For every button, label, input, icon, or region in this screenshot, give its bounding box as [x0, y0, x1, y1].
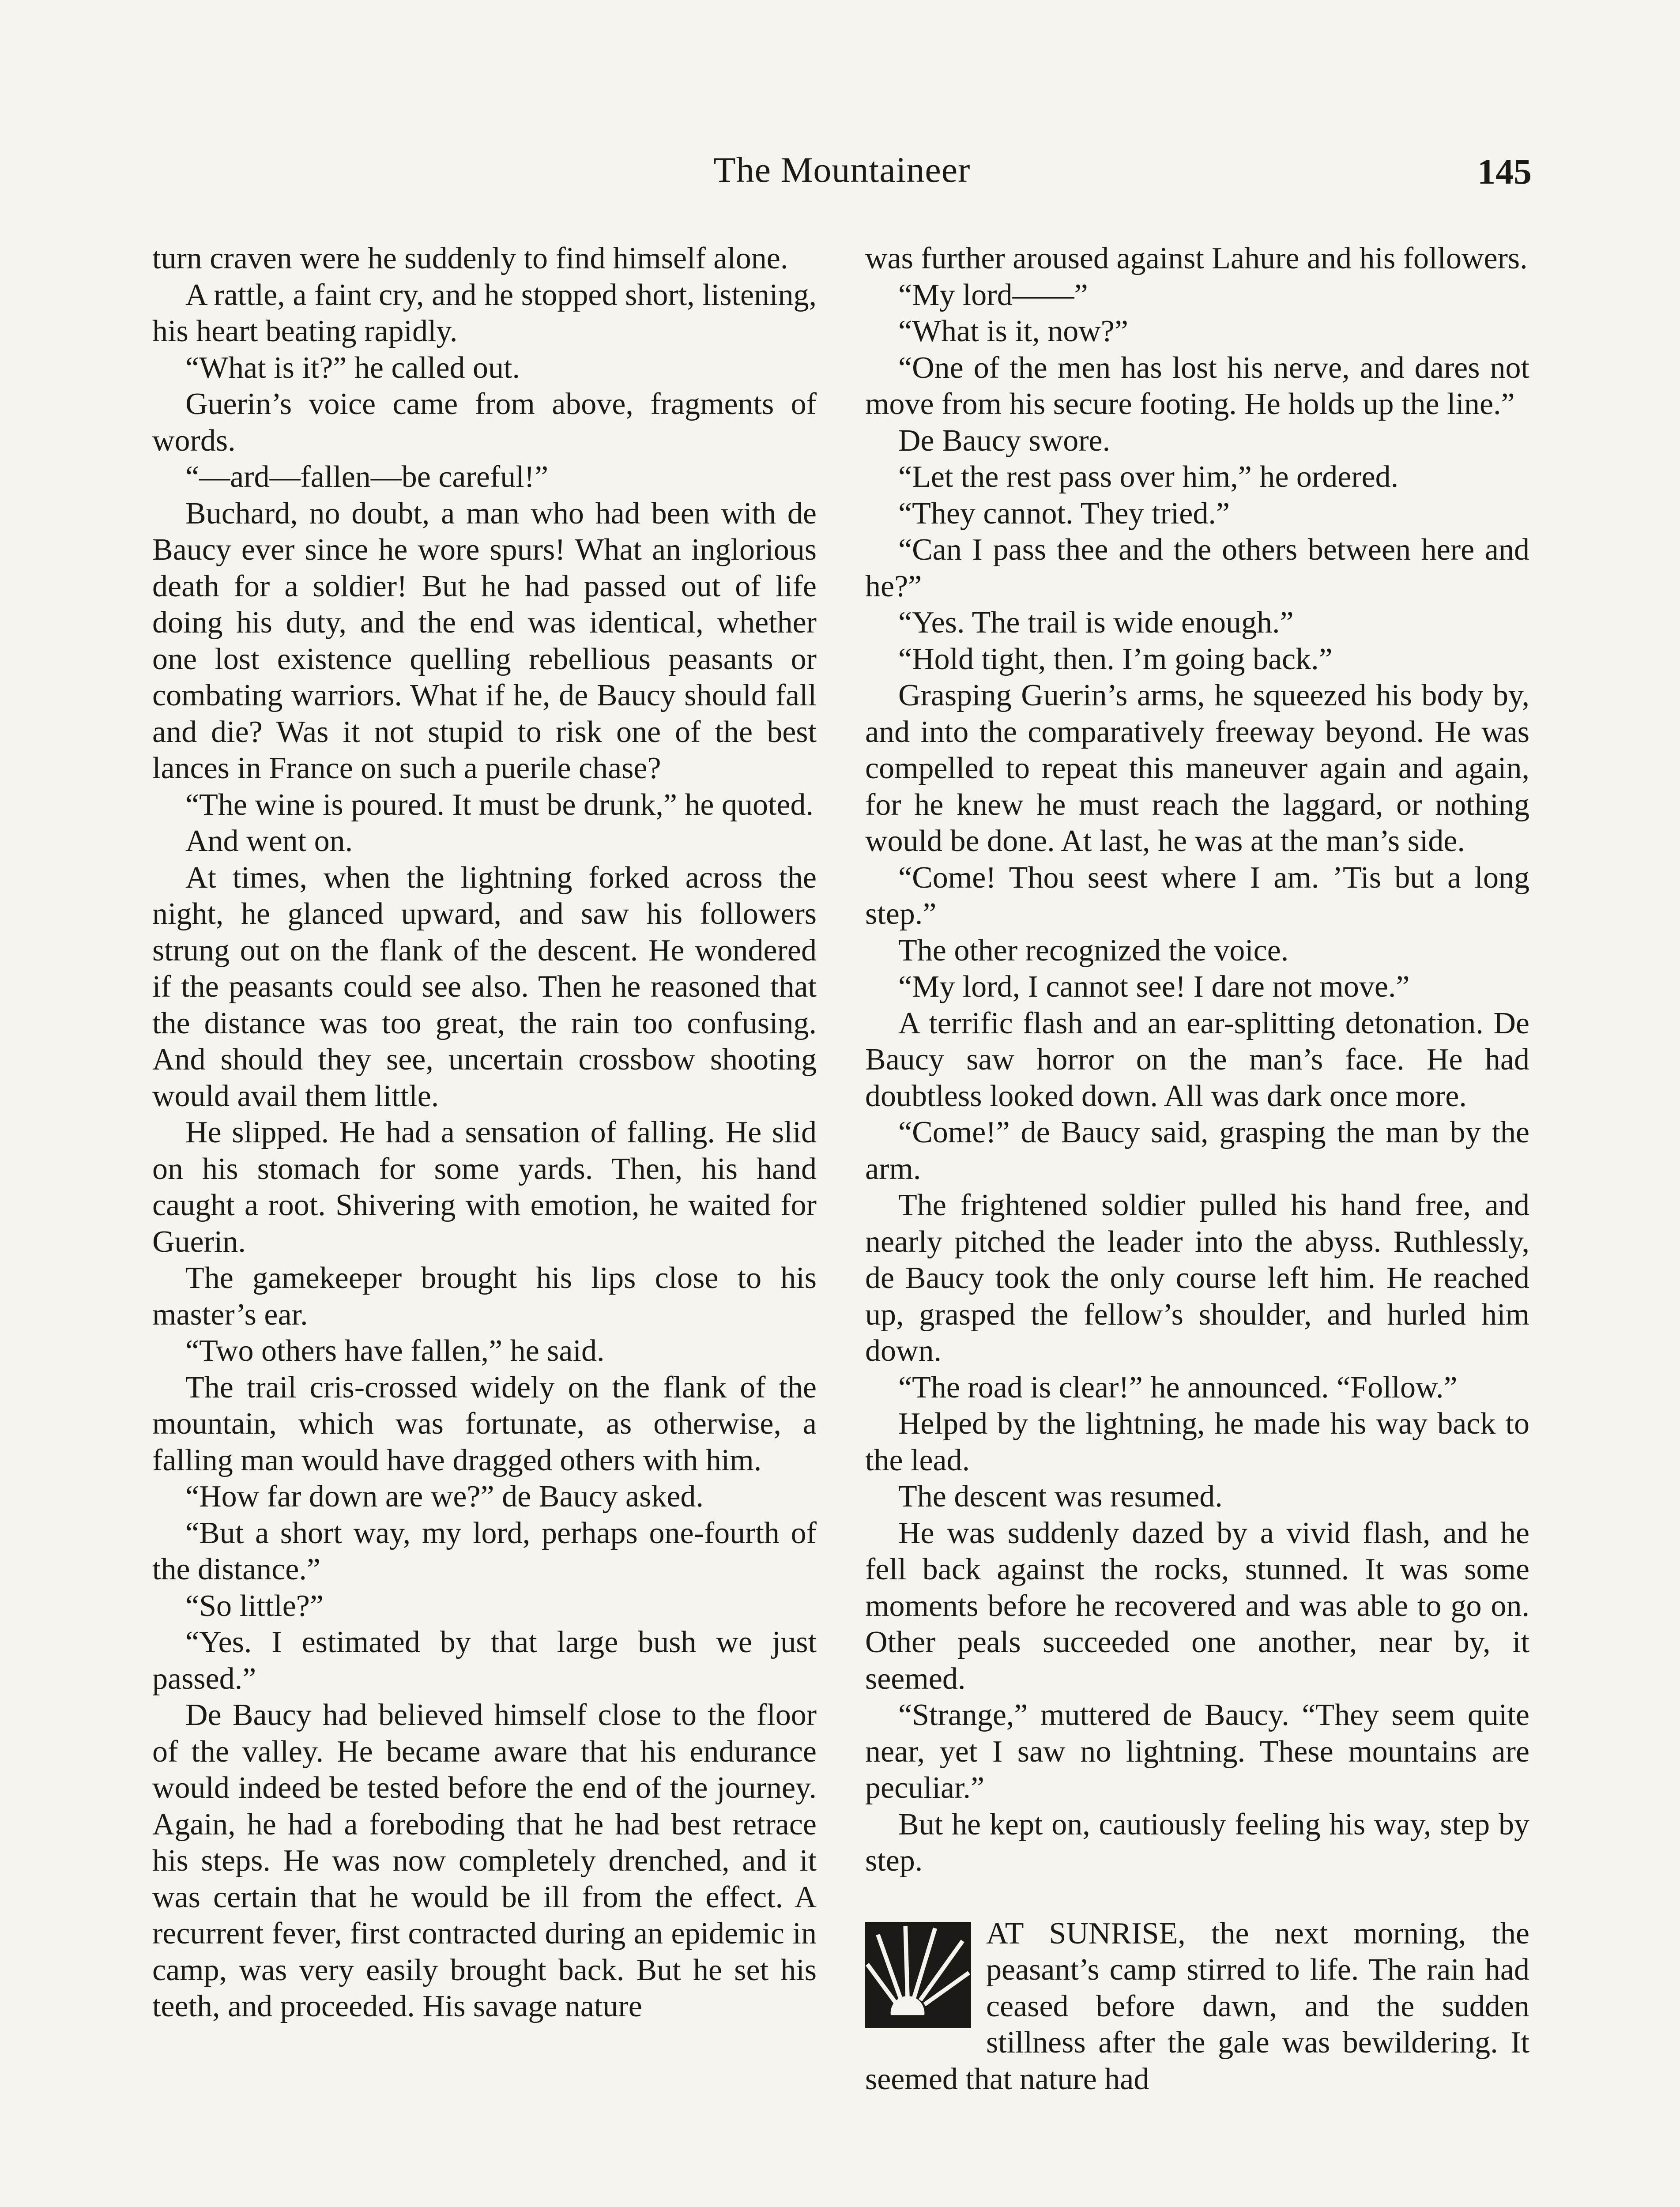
paragraph: A terrific flash and an ear-splitting detonation. De Baucy saw horror on the man’s face. He had doubtless looked down. All was dark once more. [865, 1006, 1529, 1113]
paragraph: But he kept on, cautiously feeling his way, step by step. [865, 1807, 1529, 1878]
page-number: 145 [1477, 151, 1532, 192]
rising-sun-ornament-icon [865, 1922, 971, 2028]
paragraph: The other recognized the voice. [898, 933, 1289, 968]
paragraph: “How far down are we?” de Baucy asked. [185, 1480, 704, 1514]
paragraph: “One of the men has lost his nerve, and dares not move from his secure footing. He holds up the line.” [865, 350, 1529, 421]
right-column-paragraphs [865, 241, 1529, 1879]
paragraph: Helped by the lightning, he made his way back to the lead. [865, 1407, 1529, 1477]
paragraph: “Yes. I estimated by that large bush we just passed.” [152, 1625, 817, 1696]
paragraph: turn craven were he suddenly to find himself alone. [152, 241, 788, 275]
paragraph: was further aroused against Lahure and his followers. [865, 241, 1528, 275]
paragraph: “But a short way, my lord, perhaps one-fourth of the distance.” [152, 1516, 817, 1586]
section-opening-paragraph [865, 1916, 1529, 2098]
paragraph: Buchard, no doubt, a man who had been with de Baucy ever since he wore spurs! What an inglorious death for a soldier! But he had passed out of life doing his duty, and the end was identical, whether one lost existence quelling rebellious peasants or combating warriors. What if he, de Baucy should fall and die? Was it not stupid to risk one of the best lances in France on such a puerile chase? [152, 496, 817, 785]
paragraph: “Two others have fallen,” he said. [185, 1334, 605, 1368]
paragraph: The frightened soldier pulled his hand free, and nearly pitched the leader into the abyss. Ruthlessly, de Baucy took the only course left him. He reached up, grasped the fellow’s shoulder, and hurled him down. [865, 1188, 1529, 1368]
paragraph: “My lord——” [898, 278, 1088, 312]
paragraph: “My lord, I cannot see! I dare not move.” [898, 970, 1410, 1004]
paragraph: The gamekeeper brought his lips close to his master’s ear. [152, 1261, 817, 1332]
paragraph: And went on. [185, 824, 353, 858]
right-text-column [865, 241, 1529, 2098]
section-break [865, 1879, 1529, 1916]
paragraph: “What is it?” he called out. [185, 350, 520, 385]
running-title: The Mountaineer [713, 150, 971, 190]
paragraph: “The road is clear!” he announced. “Follow.” [898, 1370, 1458, 1405]
paragraph: He slipped. He had a sensation of falling. He slid on his stomach for some yards. Then, his hand caught a root. Shivering with emotion, he waited for Guerin. [152, 1115, 817, 1259]
paragraph: Guerin’s voice came from above, fragments of words. [152, 387, 817, 458]
paragraph: The descent was resumed. [898, 1480, 1223, 1514]
paragraph: He was suddenly dazed by a vivid flash, and he fell back against the rocks, stunned. It was some moments before he recovered and was able to go on. Other peals succeeded one another, near by, it seemed. [865, 1516, 1529, 1696]
paragraph: A rattle, a faint cry, and he stopped short, listening, his heart beating rapidly. [152, 278, 817, 348]
page-header [152, 141, 1532, 203]
paragraph: “Come! Thou seest where I am. ’Tis but a long step.” [865, 860, 1529, 931]
paragraph: “The wine is poured. It must be drunk,” he quoted. [185, 787, 814, 822]
paragraph: “Strange,” muttered de Baucy. “They seem quite near, yet I saw no lightning. These mountains are peculiar.” [865, 1698, 1529, 1805]
paragraph: “Can I pass thee and the others between here and he?” [865, 533, 1529, 603]
paragraph: The trail cris-crossed widely on the flank of the mountain, which was fortunate, as otherwise, a falling man would have dragged others with him. [152, 1370, 817, 1477]
paragraph: “They cannot. They tried.” [898, 496, 1230, 531]
paragraph: “Come!” de Baucy said, grasping the man by the arm. [865, 1115, 1529, 1186]
left-text-column [152, 241, 817, 2025]
paragraph: “Hold tight, then. I’m going back.” [898, 642, 1333, 676]
paragraph: “Let the rest pass over him,” he ordered. [898, 460, 1399, 494]
paragraph: “Yes. The trail is wide enough.” [898, 606, 1294, 640]
paragraph: At times, when the lightning forked across the night, he glanced upward, and saw his followers strung out on the flank of the descent. He wondered if the peasants could see also. Then he reasoned that the distance was too great, the rain too confusing. And should they see, uncertain crossbow shooting would avail them little. [152, 860, 817, 1113]
paragraph: De Baucy swore. [898, 423, 1111, 458]
paragraph: “What is it, now?” [898, 314, 1128, 348]
paragraph: De Baucy had believed himself close to the floor of the valley. He became aware that his endurance would indeed be tested before the end of the journey. Again, he had a foreboding that he had best retrace his steps. He was now completely drenched, and it was certain that he would be ill from the effect. A recurrent fever, first contracted during an epidemic in camp, was very easily brought back. But he set his teeth, and proceeded. His savage nature [152, 1698, 817, 2023]
paragraph: “So little?” [185, 1589, 324, 1623]
paragraph: “—ard—fallen—be careful!” [185, 460, 549, 494]
section-opening-text: AT SUNRISE, the next morning, the peasant’s camp stirred to life. The rain had ceased before dawn, and the sudden stillness after the gale was bewildering. It seemed that nature had [865, 1916, 1529, 2096]
paragraph: Grasping Guerin’s arms, he squeezed his body by, and into the comparatively freeway beyond. He was compelled to repeat this maneuver again and again, for he knew he must reach the laggard, or nothing would be done. At last, he was at the man’s side. [865, 678, 1529, 858]
